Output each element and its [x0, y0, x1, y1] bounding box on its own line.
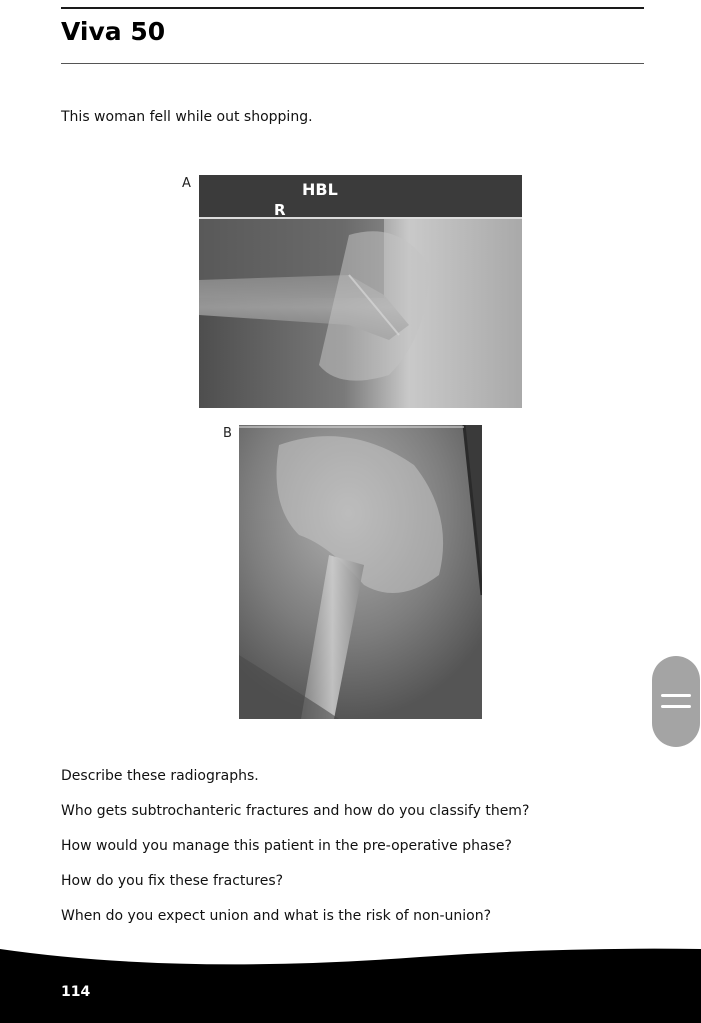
- handle-grip-line: [661, 694, 691, 697]
- header-rule-bottom: [61, 63, 644, 64]
- radiograph-a: [199, 175, 522, 408]
- footer-band: [0, 935, 701, 1023]
- page-number: 114: [61, 984, 91, 1000]
- figure-b-label: B: [223, 426, 232, 441]
- xray-side-marker: R: [274, 201, 286, 219]
- question-item: When do you expect union and what is the risk of non-union?: [61, 908, 492, 924]
- xray-hbl-marker: HBL: [302, 180, 338, 199]
- question-item: How would you manage this patient in the pre-operative phase?: [61, 838, 512, 854]
- question-list: [61, 767, 529, 942]
- scroll-handle[interactable]: [652, 656, 700, 747]
- handle-grip-line: [661, 705, 691, 708]
- question-item: Describe these radiographs.: [61, 768, 259, 784]
- intro-text: This woman fell while out shopping.: [61, 109, 313, 125]
- question-item: How do you fix these fractures?: [61, 873, 284, 889]
- header-rule-top: [61, 7, 644, 9]
- figure-a-label: A: [182, 176, 191, 191]
- question-item: Who gets subtrochanteric fractures and how do you classify them?: [61, 803, 530, 819]
- radiograph-b: [239, 425, 482, 719]
- page-title: Viva 50: [61, 17, 166, 46]
